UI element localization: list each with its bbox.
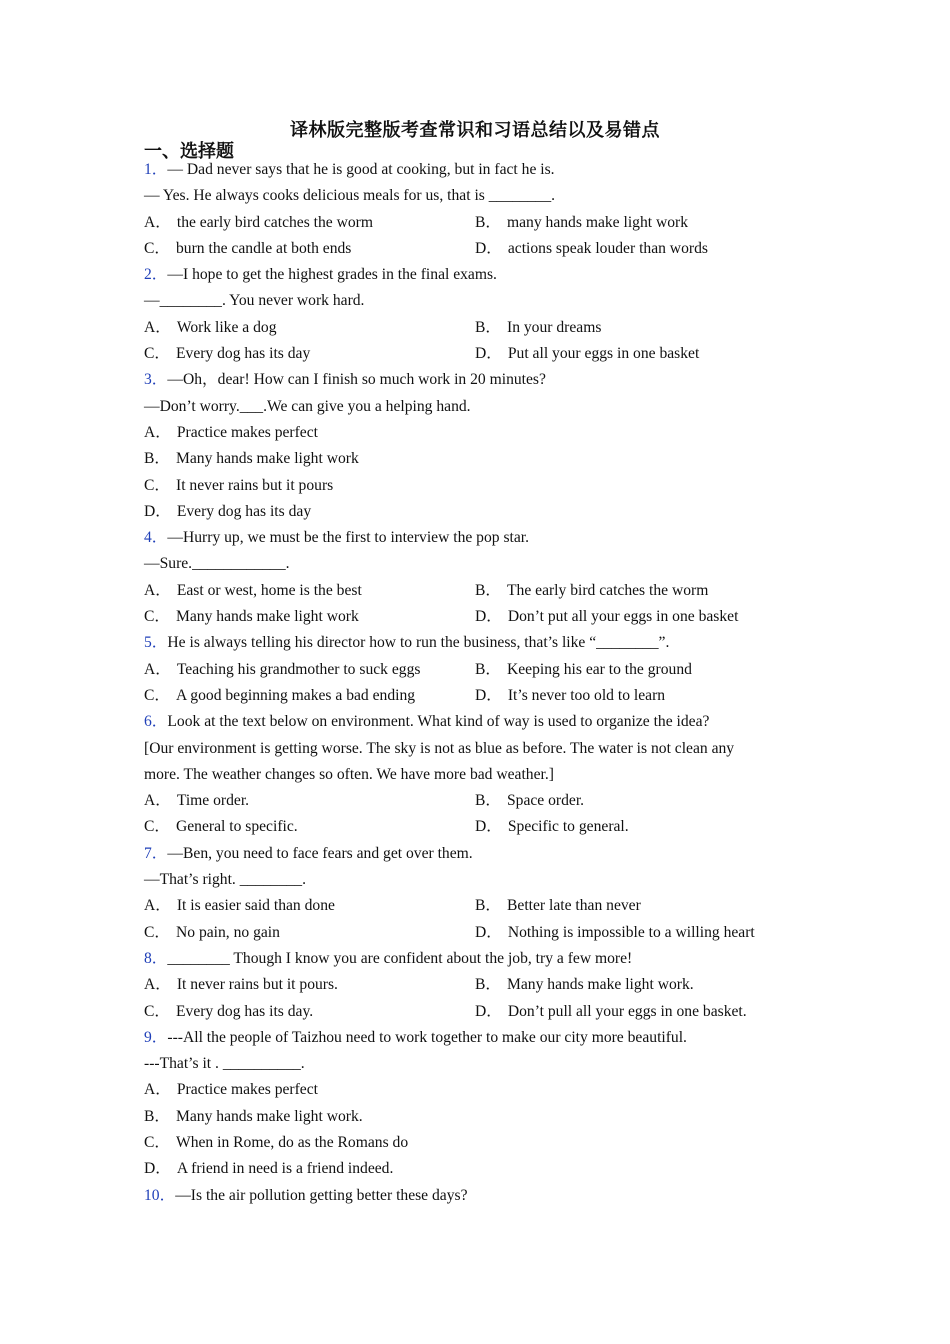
option-letter: A．: [144, 318, 171, 336]
option-text: Better late than never: [507, 897, 641, 915]
option-b[interactable]: [475, 210, 688, 236]
option-c[interactable]: [144, 999, 475, 1025]
question-8: [144, 946, 804, 1025]
option-text: No pain, no gain: [176, 923, 280, 941]
option-letter: D．: [475, 345, 502, 363]
option-letter: C．: [144, 345, 170, 363]
question-6: [144, 709, 804, 840]
option-text: The early bird catches the worm: [507, 581, 709, 599]
option-letter: C．: [144, 1133, 170, 1151]
question-number: 1．: [144, 161, 168, 178]
question-stem: [144, 367, 804, 393]
question-text: —________. You never work hard.: [144, 292, 365, 310]
question-2: [144, 262, 804, 367]
option-d[interactable]: [475, 920, 755, 946]
question-line: [144, 288, 804, 314]
option-letter: B．: [144, 450, 170, 468]
question-line: [144, 762, 804, 788]
option-b[interactable]: [475, 578, 708, 604]
option-letter: B．: [475, 976, 501, 994]
option-letter: A．: [144, 897, 171, 915]
option-letter: C．: [144, 686, 170, 704]
option-c[interactable]: [144, 814, 475, 840]
option-letter: D．: [475, 686, 502, 704]
option-row: [144, 814, 804, 840]
option-a[interactable]: [144, 210, 475, 236]
option-letter: C．: [144, 476, 170, 494]
section-heading: 一、选择题: [144, 141, 234, 161]
option-d[interactable]: [475, 814, 629, 840]
option-letter: A．: [144, 792, 171, 810]
option-text: Specific to general.: [507, 818, 629, 836]
option-row: [144, 420, 804, 446]
document-title: 译林版完整版考查常识和习语总结以及易错点: [290, 120, 660, 140]
question-text: —Oh，dear! How can I finish so much work in 20 minutes?: [167, 371, 546, 389]
option-d[interactable]: [475, 236, 708, 262]
question-text: —That’s right. ________.: [144, 871, 306, 889]
option-row: [144, 578, 804, 604]
option-text: Work like a dog: [176, 318, 277, 336]
option-a[interactable]: [144, 315, 475, 341]
question-4: [144, 525, 804, 630]
question-line: [144, 394, 804, 420]
option-text: Many hands make light work: [176, 450, 359, 468]
option-d[interactable]: [475, 604, 738, 630]
question-stem: [144, 262, 804, 288]
option-text: Put all your eggs in one basket: [507, 345, 700, 363]
question-line: [144, 736, 804, 762]
question-5: [144, 630, 804, 709]
option-letter: B．: [144, 1107, 170, 1125]
option-text: many hands make light work: [507, 213, 689, 231]
option-letter: B．: [475, 897, 501, 915]
option-row: [144, 788, 804, 814]
option-d[interactable]: [144, 1156, 393, 1182]
question-number: 10．: [144, 1186, 176, 1204]
option-a[interactable]: [144, 420, 318, 446]
option-text: It never rains but it pours.: [176, 976, 338, 994]
option-letter: B．: [475, 318, 501, 336]
question-number: 6．: [144, 713, 168, 731]
question-3: [144, 367, 804, 525]
option-text: actions speak louder than words: [507, 239, 708, 257]
option-letter: A．: [144, 423, 171, 441]
option-c[interactable]: [144, 1130, 408, 1156]
option-text: Keeping his ear to the ground: [507, 660, 692, 678]
question-line: [144, 183, 804, 209]
question-text: —Is the air pollution getting better these days?: [175, 1186, 468, 1204]
option-text: It is easier said than done: [176, 897, 335, 915]
option-letter: B．: [475, 213, 501, 231]
question-text: ---That’s it . __________.: [144, 1055, 305, 1073]
option-c[interactable]: [144, 683, 475, 709]
option-row: [144, 1104, 804, 1130]
option-b[interactable]: [475, 657, 692, 683]
option-row: [144, 236, 804, 262]
option-text: A good beginning makes a bad ending: [176, 686, 416, 704]
question-text: —Hurry up, we must be the first to interview the pop star.: [167, 529, 530, 547]
option-text: Many hands make light work.: [176, 1107, 363, 1125]
option-c[interactable]: [144, 604, 475, 630]
option-row: [144, 999, 804, 1025]
question-stem: [144, 946, 804, 972]
option-row: [144, 920, 804, 946]
question-text: ---All the people of Taizhou need to work together to make our city more beautiful.: [167, 1028, 687, 1046]
option-b[interactable]: [475, 893, 641, 919]
option-c[interactable]: [144, 473, 333, 499]
option-row: [144, 683, 804, 709]
option-letter: D．: [475, 608, 502, 626]
question-text: ________ Though I know you are confident about the job, try a few more!: [167, 949, 633, 967]
question-number: 9．: [144, 1028, 168, 1046]
question-stem: [144, 157, 804, 183]
option-letter: A．: [144, 976, 171, 994]
option-text: Nothing is impossible to a willing heart: [507, 923, 755, 941]
option-d[interactable]: [475, 341, 699, 367]
option-row: [144, 341, 804, 367]
option-letter: D．: [475, 923, 502, 941]
option-b[interactable]: [475, 315, 601, 341]
option-c[interactable]: [144, 236, 475, 262]
option-d[interactable]: [144, 499, 311, 525]
option-letter: A．: [144, 213, 171, 231]
option-text: the early bird catches the worm: [176, 213, 373, 231]
option-letter: C．: [144, 239, 170, 257]
option-text: Every dog has its day: [176, 345, 311, 363]
question-number: 3．: [144, 371, 168, 389]
question-line: [144, 867, 804, 893]
option-letter: C．: [144, 923, 170, 941]
option-row: [144, 210, 804, 236]
question-stem: [144, 1183, 804, 1209]
option-row: [144, 1130, 804, 1156]
option-row: [144, 473, 804, 499]
option-row: [144, 499, 804, 525]
question-text: —I hope to get the highest grades in the final exams.: [167, 266, 497, 284]
option-letter: D．: [144, 502, 171, 520]
option-a[interactable]: [144, 578, 475, 604]
option-letter: D．: [475, 818, 502, 836]
question-7: [144, 841, 804, 946]
question-text: —Ben, you need to face fears and get over them.: [167, 844, 473, 862]
option-row: [144, 1077, 804, 1103]
question-stem: [144, 525, 804, 551]
option-text: East or west, home is the best: [176, 581, 362, 599]
option-b[interactable]: [475, 788, 584, 814]
question-text: — Yes. He always cooks delicious meals for us, that is ________.: [144, 187, 556, 205]
option-text: In your dreams: [507, 318, 602, 336]
option-text: General to specific.: [176, 818, 298, 836]
option-letter: C．: [144, 608, 170, 626]
option-text: Many hands make light work.: [507, 976, 694, 994]
option-a[interactable]: [144, 1077, 318, 1103]
question-number: 5．: [144, 634, 168, 652]
option-text: Don’t put all your eggs in one basket: [507, 608, 739, 626]
option-text: Many hands make light work: [176, 608, 359, 626]
question-number: 8．: [144, 949, 168, 967]
option-row: [144, 604, 804, 630]
question-number: 2．: [144, 266, 168, 284]
option-letter: B．: [475, 660, 501, 678]
option-text: Practice makes perfect: [176, 1081, 318, 1099]
option-letter: A．: [144, 1081, 171, 1099]
option-text: It never rains but it pours: [176, 476, 334, 494]
option-c[interactable]: [144, 920, 475, 946]
option-text: Every dog has its day.: [176, 1002, 314, 1020]
option-a[interactable]: [144, 893, 475, 919]
option-text: Teaching his grandmother to suck eggs: [176, 660, 421, 678]
option-text: Don’t pull all your eggs in one basket.: [507, 1002, 747, 1020]
option-letter: B．: [475, 581, 501, 599]
question-stem: [144, 630, 804, 656]
option-letter: B．: [475, 792, 501, 810]
option-a[interactable]: [144, 788, 475, 814]
option-letter: D．: [144, 1160, 171, 1178]
question-stem: [144, 1025, 804, 1051]
option-row: [144, 315, 804, 341]
question-text: He is always telling his director how to run the business, that’s like “________”.: [167, 634, 670, 652]
option-letter: D．: [475, 239, 502, 257]
option-letter: A．: [144, 660, 171, 678]
question-text: [Our environment is getting worse. The sky is not as blue as before. The water is not clean any: [144, 739, 735, 757]
option-text: Time order.: [176, 792, 250, 810]
question-line: [144, 551, 804, 577]
option-text: Practice makes perfect: [176, 423, 318, 441]
question-stem: [144, 709, 804, 735]
option-row: [144, 893, 804, 919]
option-text: When in Rome, do as the Romans do: [176, 1133, 409, 1151]
option-b[interactable]: [144, 446, 359, 472]
option-text: Every dog has its day: [176, 502, 312, 520]
option-text: Space order.: [507, 792, 585, 810]
option-letter: D．: [475, 1002, 502, 1020]
option-d[interactable]: [475, 683, 665, 709]
question-text: —Don’t worry.___.We can give you a helping hand.: [144, 397, 471, 415]
question-stem: [144, 841, 804, 867]
question-list: [144, 157, 804, 1209]
question-text: more. The weather changes so often. We have more bad weather.]: [144, 765, 554, 783]
option-a[interactable]: [144, 972, 475, 998]
question-line: [144, 1051, 804, 1077]
option-letter: A．: [144, 581, 171, 599]
option-row: [144, 446, 804, 472]
option-text: burn the candle at both ends: [176, 239, 352, 257]
question-10: [144, 1183, 804, 1209]
option-d[interactable]: [475, 999, 747, 1025]
option-c[interactable]: [144, 341, 475, 367]
option-row: [144, 972, 804, 998]
question-text: —Sure.____________.: [144, 555, 290, 573]
question-9: [144, 1025, 804, 1183]
option-row: [144, 657, 804, 683]
question-number: 7．: [144, 844, 168, 862]
question-text: — Dad never says that he is good at cooking, but in fact he is.: [167, 161, 555, 178]
option-text: It’s never too old to learn: [507, 686, 666, 704]
question-text: Look at the text below on environment. What kind of way is used to organize the idea?: [167, 713, 710, 731]
option-letter: C．: [144, 818, 170, 836]
option-b[interactable]: [475, 972, 694, 998]
option-text: A friend in need is a friend indeed.: [176, 1160, 394, 1178]
option-row: [144, 1156, 804, 1182]
option-b[interactable]: [144, 1104, 363, 1130]
option-letter: C．: [144, 1002, 170, 1020]
question-1: [144, 157, 804, 262]
option-a[interactable]: [144, 657, 475, 683]
question-number: 4．: [144, 529, 168, 547]
